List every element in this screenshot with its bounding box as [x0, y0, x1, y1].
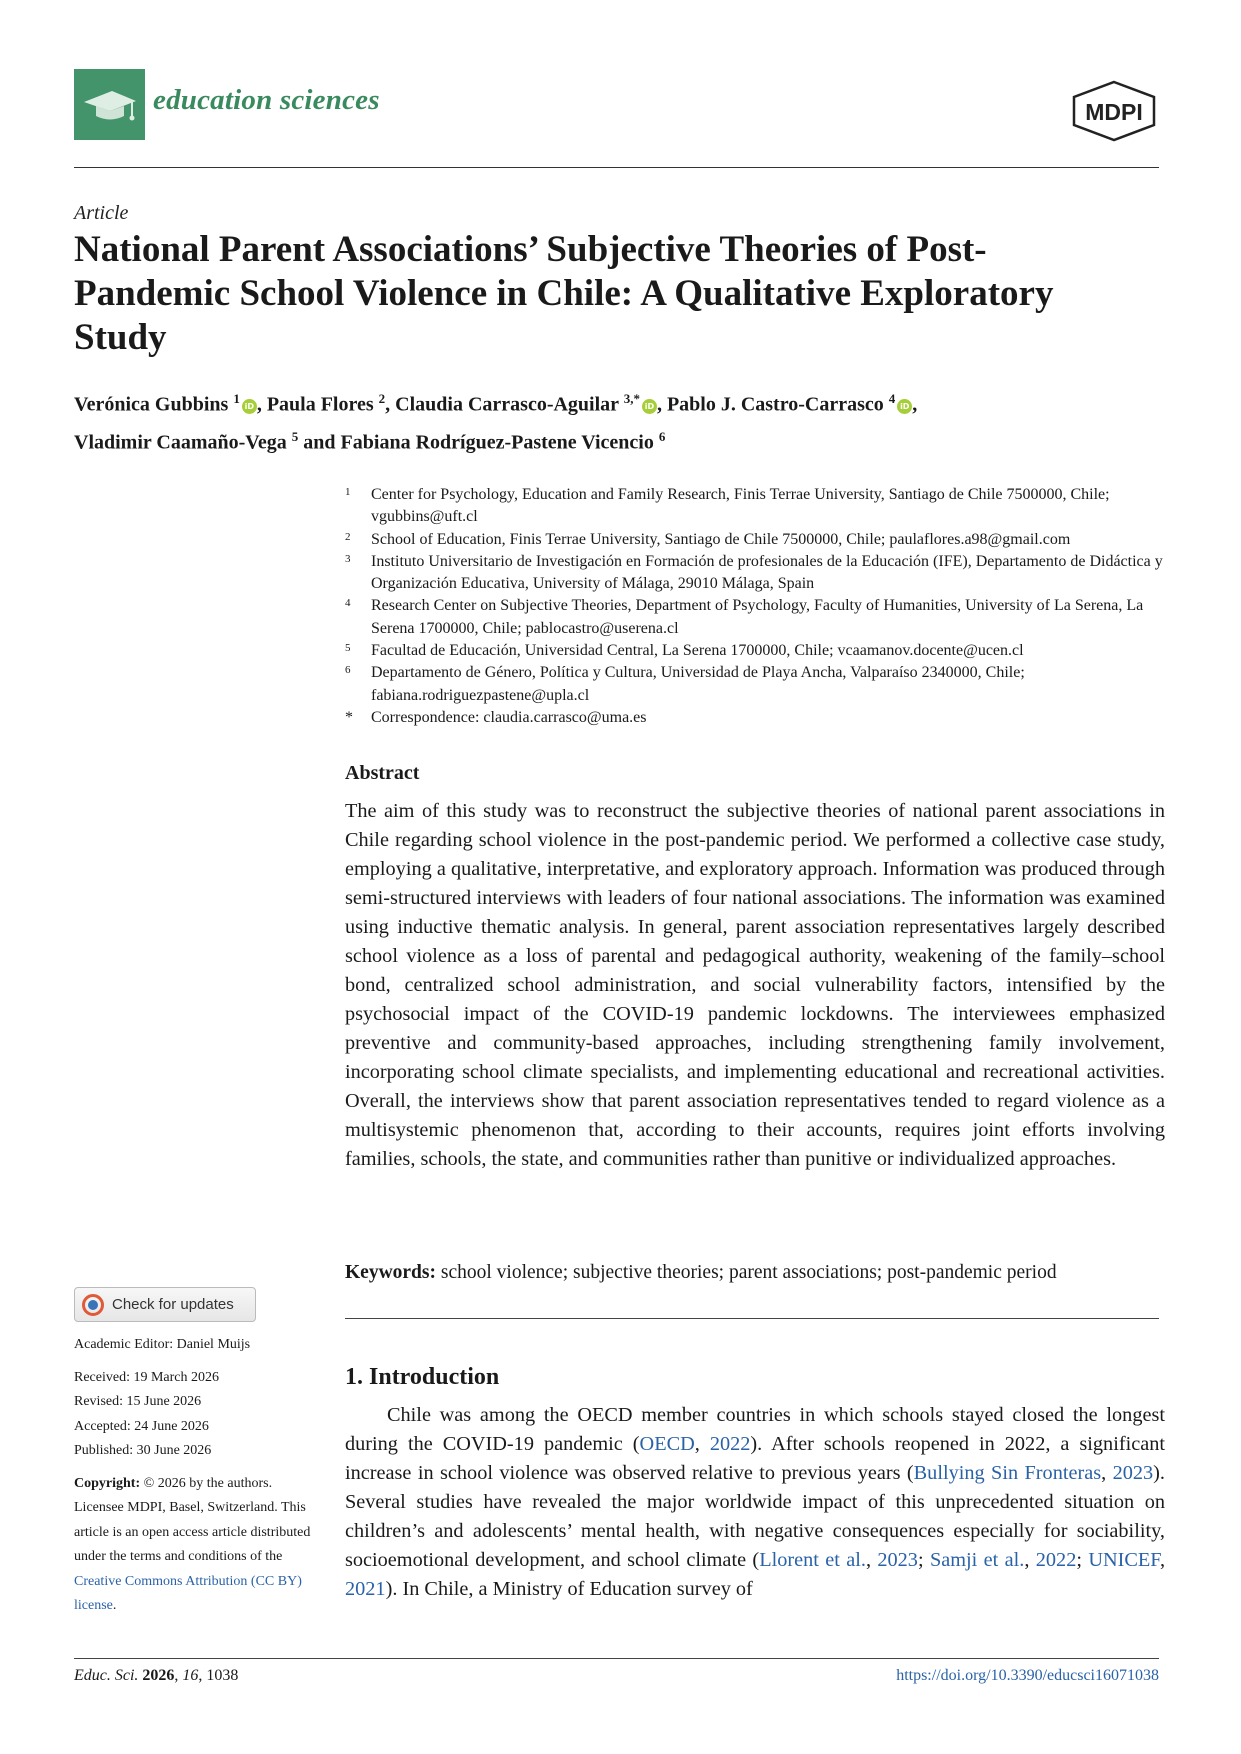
- intro-text-run: Chile was among the OECD member countries in which schools stayed closed the longest during the COVID-19 pandemic (: [345, 1404, 1165, 1455]
- section-divider: [345, 1318, 1159, 1319]
- copyright-text: © 2026 by the authors. Licensee MDPI, Basel, Switzerland. This article is an open access article distributed under the terms and conditions of the: [74, 1475, 311, 1564]
- intro-text-run: ,: [1024, 1549, 1036, 1571]
- affiliation-text: Instituto Universitario de Investigación en Formación de profesionales de la Educación (IFE), Departamento de Didáctica y Organización Educativa, University of Málaga, 29010 Málaga, Spain: [371, 552, 1163, 593]
- intro-text-run: ,: [694, 1433, 710, 1455]
- article-type: Article: [74, 202, 129, 224]
- introduction-heading: 1. Introduction: [345, 1364, 500, 1390]
- citation-link[interactable]: 2021: [345, 1578, 386, 1600]
- affiliation-item: [345, 551, 1165, 596]
- intro-text-run: ;: [917, 1549, 930, 1571]
- affiliation-number: 1: [345, 486, 351, 498]
- article-info-sidebar: [74, 1333, 324, 1619]
- affiliation-text: Research Center on Subjective Theories, Department of Psychology, Faculty of Humanities, University of La Serena, La Serena 1700000, Chile; pablocastro@userena.cl: [371, 597, 1144, 637]
- footer-year: 2026: [142, 1667, 175, 1684]
- intro-text-run: ). Several studies have revealed the major worldwide impact of this unprecedented situation on children’s and adolescents’ mental health, with negative consequences especially for sociability, socioemotional development, and school climate (: [345, 1462, 1165, 1571]
- revised-date: Revised: 15 June 2026: [74, 1394, 202, 1409]
- abstract-heading: Abstract: [345, 762, 420, 784]
- author-separator: ,: [656, 393, 667, 416]
- license-link[interactable]: Creative Commons Attribution (CC BY) license: [74, 1573, 302, 1613]
- received-date: Received: 19 March 2026: [74, 1369, 220, 1385]
- check-updates-label: Check for updates: [112, 1296, 234, 1313]
- intro-text-run: ,: [1101, 1462, 1113, 1484]
- author-separator: and: [298, 431, 341, 454]
- affiliation-item: [345, 484, 1165, 529]
- journal-logo: [74, 69, 145, 140]
- affiliation-item: [345, 662, 1165, 707]
- author-separator: ,: [385, 393, 396, 416]
- author-affiliation-ref: 5: [291, 428, 299, 444]
- author-name: Claudia Carrasco-Aguilar: [395, 393, 624, 416]
- citation-link[interactable]: UNICEF: [1088, 1549, 1160, 1571]
- affiliation-item: [345, 640, 1165, 662]
- affiliations: [345, 484, 1165, 729]
- affiliation-text: Correspondence: claudia.carrasco@uma.es: [371, 708, 647, 726]
- affiliation-number: 4: [345, 597, 351, 610]
- author-name: Verónica Gubbins: [74, 393, 234, 416]
- affiliation-number: 2: [345, 530, 351, 543]
- affiliation-number: 6: [345, 664, 351, 677]
- abstract-text: The aim of this study was to reconstruct the subjective theories of national parent associations in Chile regarding school violence in the post-pandemic period. We performed a collective case study, employing a qualitative, interpretative, and exploratory approach. Information was produced through semi-structured interviews with leaders of four national associations. The information was examined using inductive thematic analysis. In general, parent association representatives largely described school violence as a loss of parental and pedagogical authority, weakening of the family–school bond, centralized school administration, and social vulnerability factors, intensified by the psychosocial impact of the COVID-19 pandemic lockdowns. The interviewees emphasized preventive and community-based approaches, including strengthening family involvement, incorporating school climate specialists, and implementing educational and recreational activities. Overall, the interviews show that parent association representatives tended to regard violence as a multisystemic phenomenon that, according to their accounts, requires joint efforts involving families, schools, the state, and communities rather than punitive or individualized approaches.: [345, 800, 1165, 1170]
- header-divider: [74, 167, 1159, 168]
- copyright-label: Copyright:: [74, 1475, 141, 1491]
- orcid-icon[interactable]: iD: [242, 399, 257, 414]
- keywords-label: Keywords:: [345, 1262, 436, 1283]
- check-updates-icon: [82, 1294, 104, 1316]
- copyright-notice: [74, 1472, 324, 1619]
- intro-text-run: ). In Chile, a Ministry of Education survey of: [385, 1578, 753, 1600]
- affiliation-text: Departamento de Género, Política y Cultura, Universidad de Playa Ancha, Valparaíso 2340000, Chile; fabiana.rodriguezpastene@upla.cl: [371, 664, 1025, 704]
- author-separator: ,: [912, 393, 918, 416]
- orcid-icon[interactable]: iD: [897, 399, 912, 414]
- intro-text-run: ;: [1076, 1549, 1089, 1571]
- citation-footer: Educ. Sci. 2026, 16, 1038: [74, 1667, 239, 1684]
- author-affiliation-ref: 4: [888, 391, 896, 406]
- accepted-date: Accepted: 24 June 2026: [74, 1418, 209, 1434]
- affiliation-item: [345, 529, 1165, 551]
- citation-link[interactable]: 2023: [877, 1549, 918, 1571]
- check-for-updates-button[interactable]: [74, 1287, 256, 1322]
- affiliation-number: 3: [345, 552, 351, 565]
- citation-link[interactable]: Bullying Sin Fronteras: [913, 1462, 1102, 1484]
- mdpi-logo-text: MDPI: [1085, 99, 1143, 125]
- journal-name[interactable]: education sciences: [153, 84, 380, 116]
- mdpi-logo[interactable]: [1068, 80, 1160, 142]
- affiliation-number: 5: [345, 642, 351, 655]
- affiliation-text: Facultad de Educación, Universidad Central, La Serena 1700000, Chile; vcaamanov.docente@ucen.cl: [371, 642, 1024, 660]
- author-name: Fabiana Rodríguez-Pastene Vicencio: [340, 431, 659, 454]
- published-date: Published: 30 June 2026: [74, 1443, 212, 1458]
- author-affiliation-ref: 3,*: [623, 391, 640, 406]
- citation-link[interactable]: 2023: [1112, 1462, 1154, 1484]
- author-name: Pablo J. Castro-Carrasco: [666, 393, 889, 416]
- citation-link[interactable]: 2022: [709, 1433, 751, 1455]
- affiliation-text: Center for Psychology, Education and Family Research, Finis Terrae University, Santiago de Chile 7500000, Chile; vgubbins@uft.cl: [371, 486, 1110, 526]
- author-separator: ,: [256, 393, 267, 416]
- citation-link[interactable]: Llorent et al.: [759, 1549, 866, 1571]
- doi-link[interactable]: https://doi.org/10.3390/educsci16071038: [896, 1667, 1159, 1684]
- intro-text-run: ). After schools reopened in 2022, a significant increase in school violence was observed relative to previous years (: [345, 1433, 1165, 1484]
- affiliation-item: [345, 707, 1165, 729]
- journal-abbrev: Educ. Sci.: [74, 1667, 139, 1684]
- author-name: Paula Flores: [266, 393, 379, 416]
- citation-link[interactable]: 2022: [1035, 1549, 1077, 1571]
- citation-link[interactable]: OECD: [639, 1433, 695, 1455]
- intro-text-run: ,: [865, 1549, 878, 1571]
- author-affiliation-ref: 1: [233, 391, 240, 406]
- citation-link[interactable]: Samji et al.: [929, 1549, 1025, 1571]
- footer-divider: [74, 1658, 1159, 1659]
- footer-article-number: 1038: [206, 1667, 239, 1684]
- copyright-end: .: [112, 1598, 117, 1613]
- academic-editor: Academic Editor: Daniel Muijs: [74, 1337, 251, 1352]
- author-affiliation-ref: 2: [378, 391, 386, 406]
- author-list: [74, 383, 1164, 458]
- keywords: [345, 1258, 1175, 1287]
- graduation-cap-icon: [74, 69, 145, 140]
- affiliation-text: School of Education, Finis Terrae University, Santiago de Chile 7500000, Chile; paulaflores.a98@gmail.com: [371, 530, 1071, 548]
- author-name: Vladimir Caamaño-Vega: [74, 431, 292, 454]
- affiliation-item: [345, 595, 1165, 640]
- paper-title: National Parent Associations’ Subjective Theories of Post-Pandemic School Violence in Chile: A Qualitative Exploratory Study: [74, 229, 1054, 358]
- footer-volume: 16: [182, 1667, 199, 1684]
- keywords-text: school violence; subjective theories; parent associations; post-pandemic period: [440, 1262, 1057, 1283]
- orcid-icon[interactable]: iD: [642, 399, 657, 414]
- introduction-text: [345, 1401, 1165, 1604]
- affiliation-number: *: [345, 708, 353, 726]
- author-affiliation-ref: 6: [658, 428, 666, 444]
- intro-text-run: ,: [1159, 1549, 1166, 1571]
